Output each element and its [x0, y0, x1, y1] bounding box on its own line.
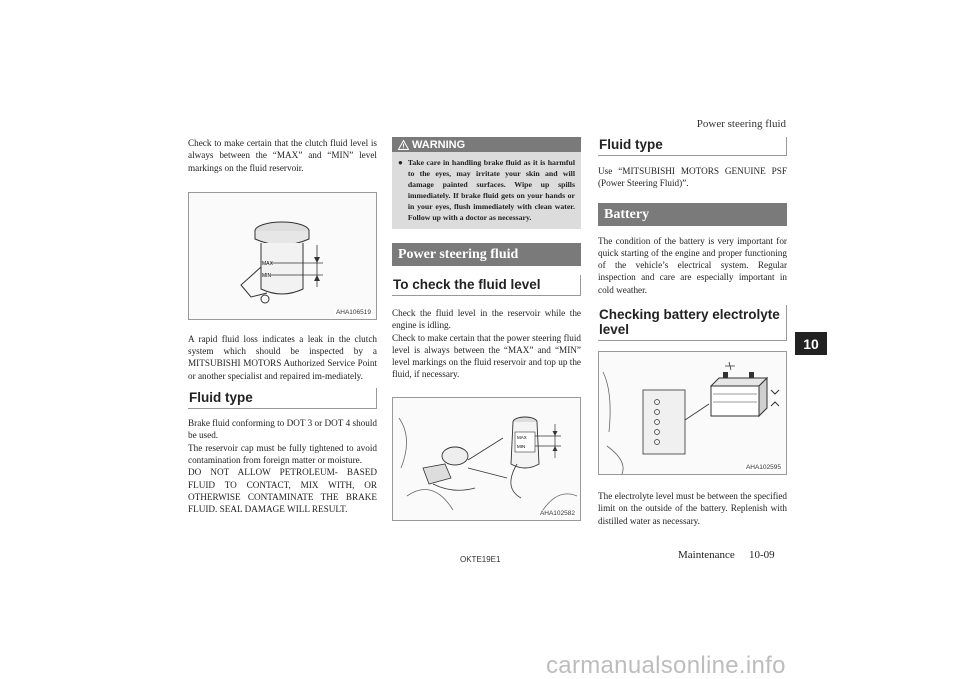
- power-steering-band-title: Power steering fluid: [392, 243, 581, 266]
- check-fluid-text-2: Check to make certain that the power steering fluid level is always between the “MAX” and “MIN” level markings on the fluid reservoir and top up the fluid, if necessary.: [392, 332, 581, 380]
- check-fluid-text-1: Check the fluid level in the reservoir while the engine is idling.: [392, 308, 581, 331]
- running-header: Power steering fluid: [696, 118, 786, 130]
- check-fluid-heading: To check the fluid level: [392, 275, 581, 296]
- power-steering-reservoir-figure: [392, 397, 581, 521]
- battery-figure: [598, 351, 787, 475]
- battery-intro-text: The condition of the battery is very important for quick starting of the engine and proper functioning of the vehicle’s electrical system. Regular inspection and care are especially important in cold weather.: [598, 235, 787, 295]
- warning-title: WARNING: [412, 138, 466, 151]
- leak-warning-text: A rapid fluid loss indicates a leak in the clutch system which should be inspected by a MITSUBISHI MOTORS Authorized Service Point or another specialist and repaired im-mediately.: [188, 333, 377, 381]
- column-right: [598, 137, 787, 527]
- warning-box: [392, 137, 581, 229]
- watermark: carmanualsonline.info: [546, 652, 786, 679]
- psf-fluid-type-heading: Fluid type: [598, 137, 787, 156]
- page-number: 10-09: [749, 549, 775, 561]
- electrolyte-heading: Checking battery electrolyte level: [598, 305, 787, 341]
- figure-max-mark: MAX: [262, 260, 273, 267]
- column-left: [188, 137, 377, 515]
- column-middle: [392, 137, 581, 521]
- document-code: OKTE19E1: [460, 555, 501, 564]
- figure-label: AHA102582: [539, 509, 575, 517]
- clutch-fluid-intro: Check to make certain that the clutch fluid level is always between the “MAX” and “MIN” level markings on the fluid reservoir.: [188, 138, 377, 173]
- battery-illustration: [599, 352, 787, 475]
- power-steering-reservoir-illustration: [393, 398, 581, 521]
- contamination-caps-text: DO NOT ALLOW PETROLEUM- BASED FLUID TO CONTACT, MIX WITH, OR OTHERWISE CONTAMINATE THE BRAKE FLUID. SEAL DAMAGE WILL RESULT.: [188, 467, 377, 515]
- electrolyte-level-text: The electrolyte level must be between the specified limit on the outside of the battery. Replenish with distilled water as necessary.: [598, 491, 787, 526]
- figure-label: AHA102595: [745, 464, 781, 472]
- battery-band-title: Battery: [598, 203, 787, 226]
- footer-section: Maintenance: [678, 549, 735, 561]
- warning-body: [392, 152, 581, 229]
- warning-text: Take care in handling brake fluid as it is harmful to the eyes, may irritate your skin and will damage painted surfaces. Wipe up spills immediately. If brake fluid gets on your hands or in your eyes, flush immediately with clean water. Follow up with a doctor as necessary.: [407, 158, 575, 222]
- reservoir-cap-text: The reservoir cap must be fully tightened to avoid contamination from foreign matter or moisture.: [188, 442, 377, 465]
- figure-label: AHA106519: [335, 308, 371, 316]
- figure-min-mark: MIN: [517, 443, 526, 449]
- fluid-type-heading: Fluid type: [188, 388, 377, 409]
- chapter-tab: 10: [795, 332, 827, 355]
- warning-triangle-icon: [398, 140, 409, 150]
- dot-fluid-text: Brake fluid conforming to DOT 3 or DOT 4 should be used.: [188, 418, 377, 441]
- figure-min-mark: MIN: [262, 272, 272, 279]
- clutch-reservoir-figure: [188, 192, 377, 320]
- figure-max-mark: MAX: [517, 434, 527, 440]
- clutch-reservoir-illustration: [189, 193, 377, 320]
- psf-fluid-type-text: Use “MITSUBISHI MOTORS GENUINE PSF (Power Steering Fluid)”.: [598, 166, 787, 189]
- bullet-icon: ●: [398, 158, 403, 167]
- warning-header: [392, 137, 581, 152]
